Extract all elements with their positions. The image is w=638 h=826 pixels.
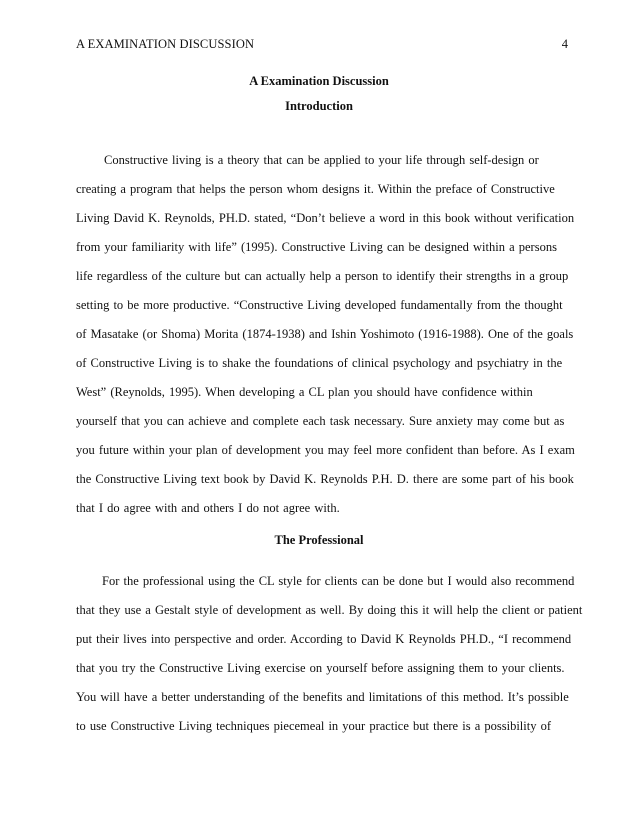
running-head [76, 36, 568, 52]
page-number: 4 [561, 37, 568, 51]
paragraph-line: of Masatake (or Shoma) Morita (1874-1938) and Ishin Yoshimoto (1916-1988). One of the goals [76, 327, 574, 341]
paragraph-line: setting to be more productive. “Constructive Living developed fundamentally from the thought [76, 298, 563, 312]
paragraph-line: creating a program that helps the person whom designs it. Within the preface of Constructive [76, 182, 555, 196]
section-heading-professional: The Professional [274, 533, 364, 547]
paragraph-line: Constructive living is a theory that can be applied to your life through self-design or [104, 153, 539, 167]
paragraph-line: of Constructive Living is to shake the foundations of clinical psychology and psychiatry in the [76, 356, 563, 370]
paragraph-line: yourself that you can achieve and complete each task necessary. Sure anxiety may come but as [76, 414, 565, 428]
paragraph-line: For the professional using the CL style for clients can be done but I would also recommend [102, 574, 575, 588]
paragraph-line: You will have a better understanding of the benefits and limitations of this method. It’s possible [76, 690, 569, 704]
paragraph-line: put their lives into perspective and order. According to David K Reynolds PH.D., “I recommend [76, 632, 572, 646]
paragraph-line: that you try the Constructive Living exercise on yourself before assigning them to your clients. [76, 661, 565, 675]
paragraph-line: that they use a Gestalt style of development as well. By doing this it will help the client or patient [76, 603, 583, 617]
paragraph-line: you future within your plan of development you may feel more confident than before. As I exam [76, 443, 575, 457]
paragraph-line: West” (Reynolds, 1995). When developing a CL plan you should have confidence within [76, 385, 533, 399]
paragraph-line: to use Constructive Living techniques piecemeal in your practice but there is a possibility of [76, 719, 551, 733]
paragraph-line: Living David K. Reynolds, PH.D. stated, “Don’t believe a word in this book without verification [76, 211, 575, 225]
running-head-title: A EXAMINATION DISCUSSION [76, 37, 255, 51]
paragraph-line: life regardless of the culture but can actually help a person to identify their strengths in a group [76, 269, 569, 283]
section-heading-introduction: Introduction [285, 99, 353, 113]
paragraph-line: that I do agree with and others I do not agree with. [76, 501, 340, 515]
paragraph-line: the Constructive Living text book by David K. Reynolds P.H. D. there are some part of his book [76, 472, 574, 486]
paragraph-line: from your familiarity with life” (1995). Constructive Living can be designed within a persons [76, 240, 557, 254]
document-title: A Examination Discussion [249, 74, 389, 88]
